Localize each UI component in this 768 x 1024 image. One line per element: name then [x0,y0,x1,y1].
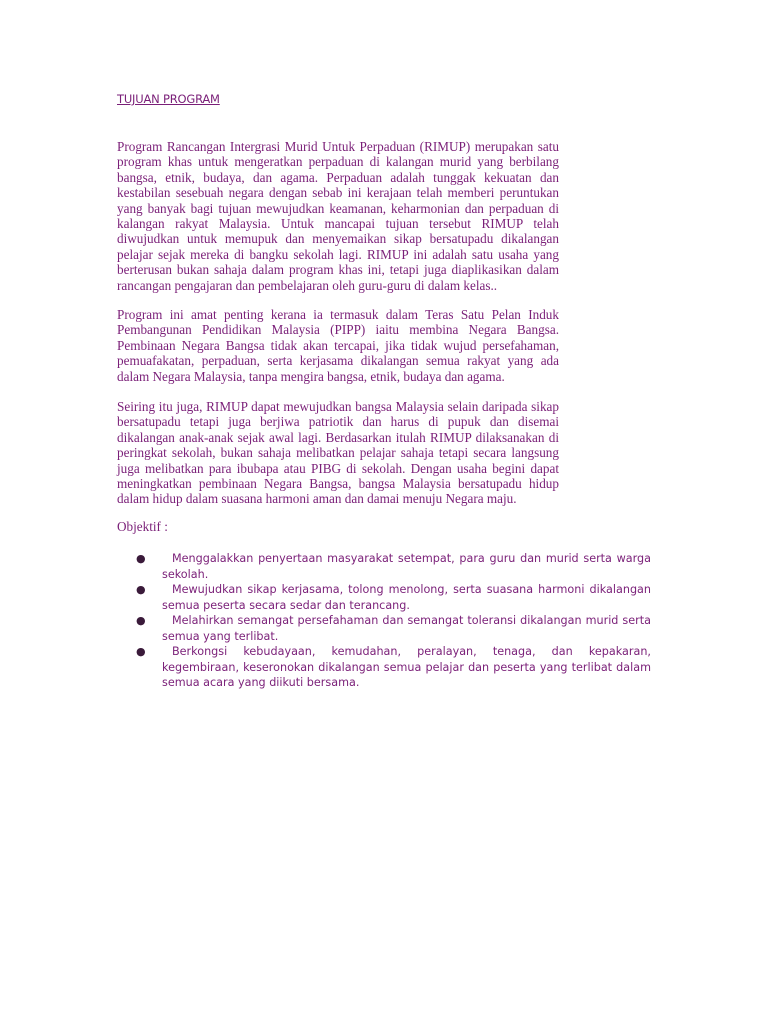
bullet-icon: ● [136,614,146,627]
objective-text: Melahirkan semangat persefahaman dan semangat toleransi dikalangan murid serta semua yang terlibat. [162,614,651,643]
bullet-icon: ● [136,583,146,596]
document-heading: TUJUAN PROGRAM [117,92,220,106]
list-item [135,551,651,582]
paragraph-rimup-intro: Program Rancangan Intergrasi Murid Untuk Perpaduan (RIMUP) merupakan satu program khas untuk mengeratkan perpaduan di kalangan murid yang berbilang bangsa, etnik, budaya, dan agama. Perpaduan adalah tunggak kekuatan dan kestabilan sesebuah negara dengan sebab ini kerajaan telah memberi peruntukan yang banyak bagi tujuan mewujudkan keamanan, keharmonian dan perpaduan di kalangan rakyat Malaysia. Untuk mancapai tujuan tersebut RIMUP telah diwujudkan untuk memupuk dan menyemaikan sikap bersatupadu dikalangan pelajar sejak mereka di bangku sekolah lagi. RIMUP ini adalah satu usaha yang berterusan bukan sahaja dalam program khas ini, tetapi juga diaplikasikan dalam rancangan pengajaran dan pembelajaran oleh guru-guru di dalam kelas.. [117,139,559,293]
list-item [135,613,651,644]
list-item [135,582,651,613]
objective-text: Menggalakkan penyertaan masyarakat setempat, para guru dan murid serta warga sekolah. [162,552,651,581]
paragraph-bangsa-malaysia: Seiring itu juga, RIMUP dapat mewujudkan bangsa Malaysia selain daripada sikap bersatupadu tetapi juga berjiwa patriotik dan harus di pupuk dan disemai dikalangan anak-anak sejak awal lagi. Berdasarkan itulah RIMUP dilaksanakan di peringkat sekolah, bukan sahaja melibatkan pelajar sahaja tetapi secara langsung juga melibatkan para ibubapa atau PIBG di sekolah. Dengan usaha begini dapat meningkatkan pembinaan Negara Bangsa, bangsa Malaysia bersatupadu hidup dalam hidup dalam suasana harmoni aman dan damai menuju Negara maju. [117,399,559,507]
objectives-list [135,551,651,691]
bullet-icon: ● [136,552,146,565]
objective-text: Berkongsi kebudayaan, kemudahan, peralayan, tenaga, dan kepakaran, kegembiraan, keseronokan dikalangan semua pelajar dan peserta yang terlibat dalam semua acara yang diikuti bersama. [162,645,651,689]
bullet-icon: ● [136,645,146,658]
objective-text: Mewujudkan sikap kerjasama, tolong menolong, serta suasana harmoni dikalangan semua peserta secara sedar dan terancang. [162,583,651,612]
list-item [135,644,651,691]
objektif-label: Objektif : [117,519,168,534]
paragraph-pipp: Program ini amat penting kerana ia termasuk dalam Teras Satu Pelan Induk Pembangunan Pendidikan Malaysia (PIPP) iaitu membina Negara Bangsa. Pembinaan Negara Bangsa tidak akan tercapai, jika tidak wujud persefahaman, pemuafakatan, perpaduan, serta kerjasama dikalangan semua rakyat yang ada dalam Negara Malaysia, tanpa mengira bangsa, etnik, budaya dan agama. [117,307,559,384]
